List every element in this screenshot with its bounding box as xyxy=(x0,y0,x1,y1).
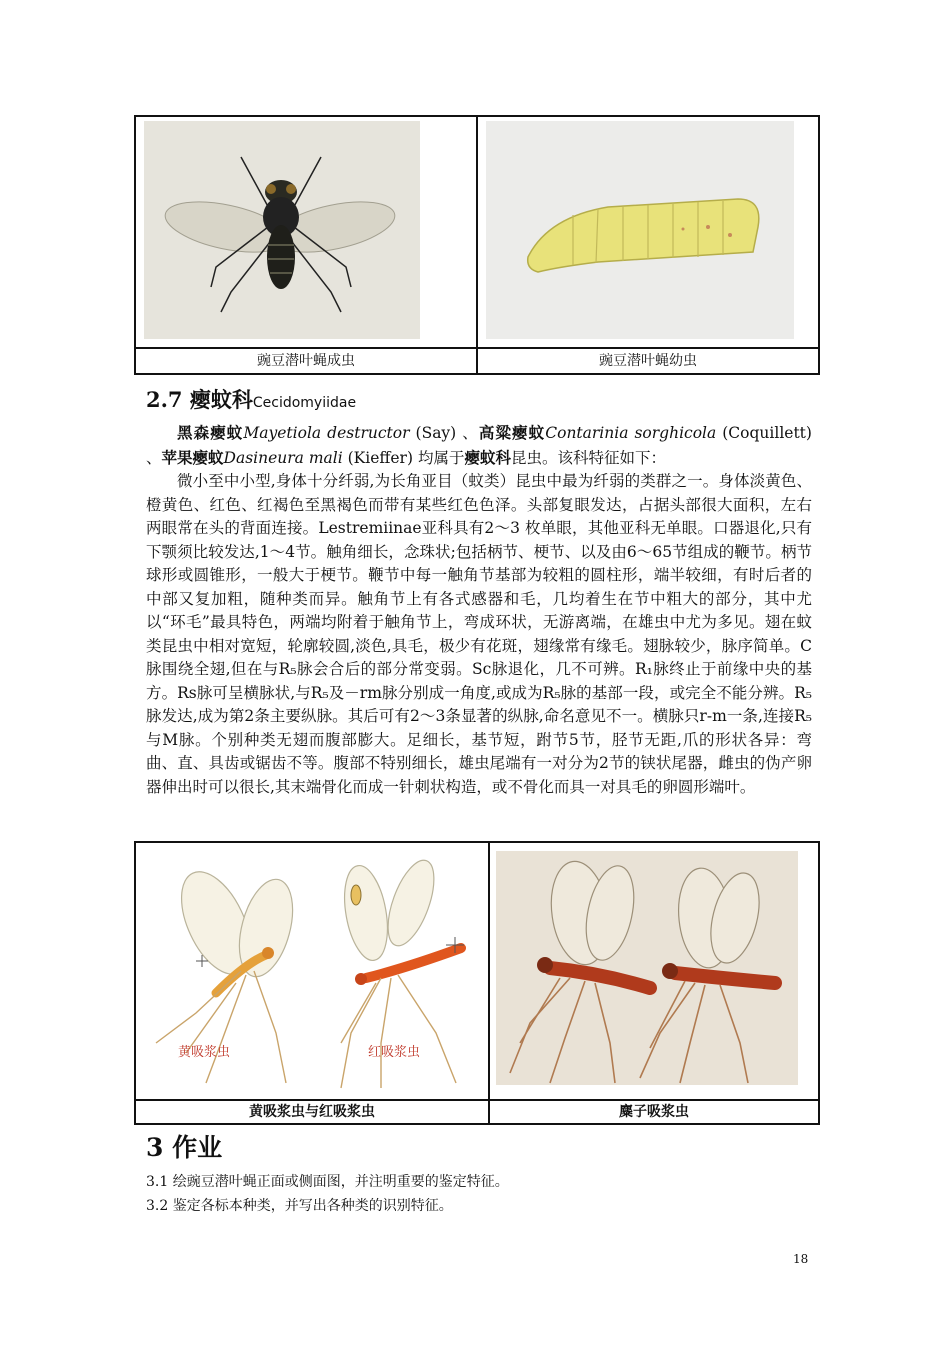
figure-cell-yellow-red-midge xyxy=(135,842,489,1100)
homework-item-1: 3.1 绘豌豆潜叶蝇正面或侧面图，并注明重要的鉴定特征。 xyxy=(146,1174,509,1190)
description-paragraph: 微小至中小型,身体十分纤弱,为长角亚目（蚊类）昆虫中最为纤弱的类群之一。身体淡黄色、橙黄色、红色、红褐色至黑褐色而带有某些红色色泽。头部复眼发达，占据头部很大面积，左右两眼常在头的背面连接。Lestremiinae亚科具有2～3 枚单眼，其他亚科无单眼。口器退化,只有下颚须比较发达,1～4节。触角细长，念珠状;包括柄节、梗节、以及由6～65节组成的鞭节。柄节球形或圆锥形，一般大于梗节。鞭节中每一触角节基部为较粗的圆柱形，端半较细，有时后者的中部又复加粗，随种类而异。触角节上有各式感器和毛，几均着生在节中粗大的部分，其中尤以“环毛”最具特色，两端均附着于触角节上，弯成环状，无游离端，在雄虫中尤为多见。翅在蚊类昆虫中相对宽短，轮廓较圆,淡色,具毛，极少有花斑，翅缘常有缘毛。翅脉较少，脉序简单。C脉围绕全翅,但在与R₅脉会合后的部分常变弱。Sc脉退化，几不可辨。R₁脉终止于前缘中央的基方。Rs脉可呈横脉状,与R₅及－rm脉分别成一角度,或成为R₅脉的基部一段，或完全不能分辨。R₅脉发达,成为第2条主要纵脉。其后可有2～3条显著的纵脉,命名意见不一。横脉只r-m一条,连接R₅与M脉。个别种类无翅而腹部膨大。足细长，基节短，跗节5节，胫节无距,爪的形状各异：弯曲、直、具齿或锯齿不等。腹部不特别细长，雄虫尾端有一对分为2节的铗状尾器，雌虫的伪产卵器伸出时可以很长,其末端骨化而成一针刺状构造，或不骨化而具一对具毛的卵圆形端叶。 xyxy=(146,472,812,796)
figure-table-pea-leafminer xyxy=(134,115,820,375)
caption-adult: 豌豆潜叶蝇成虫 xyxy=(135,348,477,374)
species-1-latin: Mayetiola destructor xyxy=(243,424,410,442)
species-3-latin: Dasineura mali xyxy=(223,448,343,467)
section-number: 2.7 xyxy=(146,387,183,412)
species-2-latin: Contarinia sorghicola xyxy=(545,424,717,442)
section-heading-2-7 xyxy=(146,384,356,414)
homework-item-2: 3.2 鉴定各标本种类，并写出各种类的识别特征。 xyxy=(146,1198,453,1214)
pea-leafminer-larva-image xyxy=(478,117,818,343)
figure-table-gall-midges xyxy=(134,841,820,1125)
caption-yellow-red-midge: 黄吸浆虫与红吸浆虫 xyxy=(135,1100,489,1124)
caption-larva: 豌豆潜叶蝇幼虫 xyxy=(477,348,819,374)
section-heading-3 xyxy=(146,1128,222,1164)
section-title-cn: 瘿蚊科 xyxy=(189,387,253,412)
section-title-latin: Cecidomyiidae xyxy=(252,395,357,411)
species-paragraph xyxy=(146,421,812,470)
species-2-author: (Coquillett) 、 xyxy=(146,424,812,467)
yellow-midge-label: 黄吸浆虫 xyxy=(178,1045,231,1060)
section-3-number: 3 xyxy=(146,1133,164,1162)
yellow-red-midge-image xyxy=(136,843,488,1095)
species-1-cn: 黑森瘿蚊 xyxy=(177,423,244,442)
species-2-cn: 高粱瘿蚊 xyxy=(478,423,546,442)
red-midge-label: 红吸浆虫 xyxy=(368,1045,421,1060)
figure-cell-adult xyxy=(135,116,477,348)
figure-cell-mizi-midge xyxy=(489,842,819,1100)
species-3-author: (Kieffer) 均属于 xyxy=(342,448,465,467)
page-number: 18 xyxy=(793,1252,809,1266)
species-1-author: (Say) 、 xyxy=(409,424,479,442)
caption-mizi-midge: 麋子吸浆虫 xyxy=(489,1100,819,1124)
mizi-midge-image xyxy=(490,843,818,1095)
body-text xyxy=(146,421,812,799)
figure-cell-larva xyxy=(477,116,819,348)
pea-leafminer-adult-image xyxy=(136,117,476,343)
species-3-cn: 苹果瘿蚊 xyxy=(161,447,224,467)
family-name: 瘿蚊科 xyxy=(464,447,511,467)
section-3-title: 作业 xyxy=(172,1133,223,1162)
species-tail: 昆虫。该科特征如下： xyxy=(510,448,666,467)
